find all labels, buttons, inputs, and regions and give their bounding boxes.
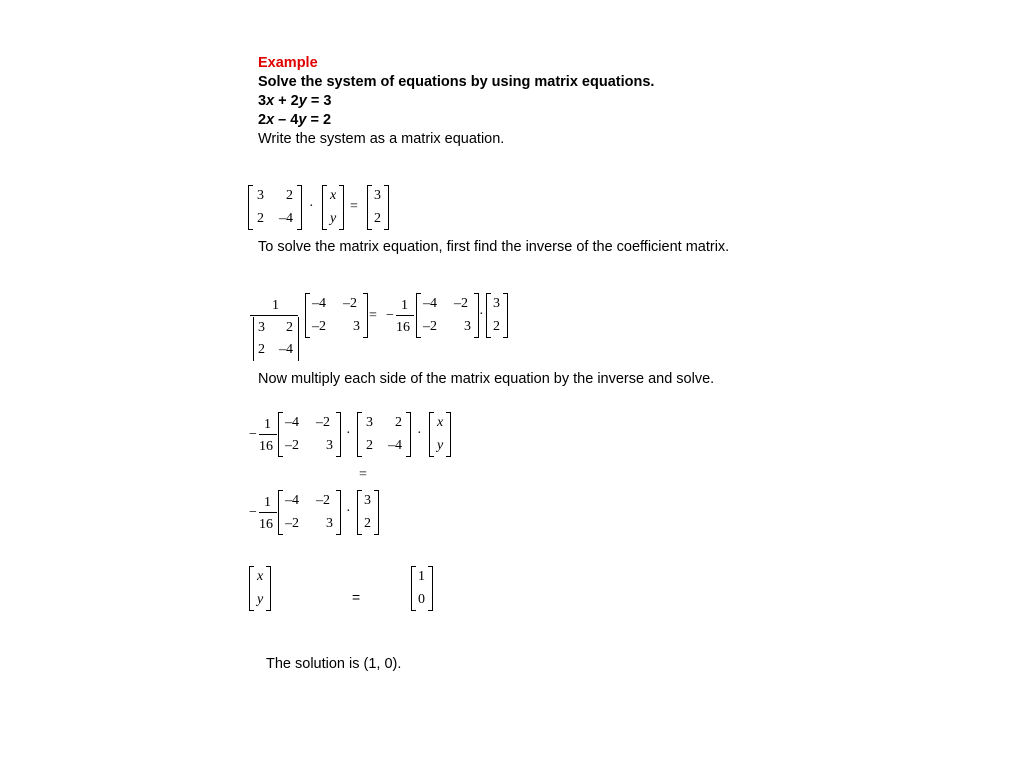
- eq1-x: x: [266, 93, 275, 109]
- adj2-d: 3: [464, 319, 471, 334]
- det-c: 2: [258, 342, 265, 357]
- eq2-coef: 2: [258, 112, 267, 128]
- const-1: 3: [374, 188, 381, 203]
- coef-c: 2: [257, 211, 264, 226]
- middle-equals: [359, 467, 371, 483]
- coef-b: 2: [286, 188, 293, 203]
- equals-symbol: =: [350, 199, 358, 214]
- adj1-d: 3: [353, 319, 360, 334]
- const4-2: 2: [364, 516, 371, 531]
- example-heading: Example: [258, 55, 318, 71]
- coef3-a: 3: [366, 415, 373, 430]
- adj3-c: –2: [285, 438, 299, 453]
- solution-matrix: [411, 566, 433, 611]
- det-d: –4: [279, 342, 293, 357]
- dot-symbol: ·: [309, 199, 314, 214]
- adj2-a: –4: [423, 296, 437, 311]
- solution-y: 0: [418, 592, 425, 607]
- adj2-b: –2: [454, 296, 468, 311]
- equals-symbol-3: =: [359, 467, 367, 482]
- constant-matrix: [367, 185, 389, 230]
- equation-2: [258, 111, 331, 130]
- dot-symbol-2: ·: [479, 307, 484, 322]
- coefficient-matrix-3: [357, 412, 411, 457]
- scalar4-bar: [259, 512, 277, 513]
- left-side-product: [249, 412, 459, 457]
- conclusion-text: The solution is (1, 0).: [266, 656, 402, 672]
- determinant: [253, 317, 299, 361]
- step1-text: Write the system as a matrix equation.: [258, 131, 505, 147]
- scalar3-numerator: 1: [264, 417, 271, 432]
- const-2: 2: [374, 211, 381, 226]
- matrix-equation: [248, 185, 398, 230]
- problem-instruction: Solve the system of equations by using matrix equations.: [258, 74, 655, 90]
- scalar4-numerator: 1: [264, 495, 271, 510]
- variable-matrix: [322, 185, 344, 230]
- coef3-d: –4: [388, 438, 402, 453]
- adj3-a: –4: [285, 415, 299, 430]
- fraction-bar: [250, 315, 298, 316]
- adj1-b: –2: [343, 296, 357, 311]
- const4-1: 3: [364, 493, 371, 508]
- eq1-y: y: [298, 93, 307, 109]
- scalar-denominator: 16: [396, 320, 410, 335]
- constant-matrix-2: [486, 293, 508, 338]
- coefficient-matrix: [248, 185, 302, 230]
- adj1-a: –4: [312, 296, 326, 311]
- coef3-b: 2: [395, 415, 402, 430]
- det-b: 2: [286, 320, 293, 335]
- adj2-c: –2: [423, 319, 437, 334]
- var3-x: x: [437, 415, 444, 430]
- adj4-a: –4: [285, 493, 299, 508]
- varf-y: y: [257, 592, 264, 607]
- coef-d: –4: [279, 211, 293, 226]
- eq2-op: – 4: [274, 112, 299, 128]
- coef-a: 3: [257, 188, 264, 203]
- variable-matrix-3: [429, 412, 451, 457]
- step3-text: Now multiply each side of the matrix equation by the inverse and solve.: [258, 371, 715, 387]
- solution-equation: [249, 566, 435, 611]
- step2-text: To solve the matrix equation, first find the inverse of the coefficient matrix.: [258, 239, 730, 255]
- adjugate-matrix-2: [416, 293, 479, 338]
- scalar4-denominator: 16: [259, 517, 273, 532]
- var-x: x: [330, 188, 337, 203]
- right-side-product: [249, 490, 385, 535]
- const2-1: 3: [493, 296, 500, 311]
- scalar3-bar: [259, 434, 277, 435]
- adj3-d: 3: [326, 438, 333, 453]
- eq1-rhs: = 3: [306, 93, 332, 109]
- eq2-y: y: [298, 112, 307, 128]
- adj3-b: –2: [316, 415, 330, 430]
- scalar3-denominator: 16: [259, 439, 273, 454]
- minus-sign-3: −: [249, 427, 257, 442]
- const2-2: 2: [493, 319, 500, 334]
- eq1-coef: 3: [258, 93, 267, 109]
- minus-sign-4: −: [249, 505, 257, 520]
- variable-matrix-final: [249, 566, 271, 611]
- equals-symbol-2: =: [369, 308, 377, 323]
- adj4-c: –2: [285, 516, 299, 531]
- minus-sign: −: [386, 308, 394, 323]
- adj1-c: –2: [312, 319, 326, 334]
- varf-x: x: [257, 569, 264, 584]
- adjugate-matrix-3: [278, 412, 341, 457]
- var3-y: y: [437, 438, 444, 453]
- inverse-computation: [250, 293, 512, 361]
- dot-symbol-5: ·: [346, 504, 351, 519]
- dot-symbol-3: ·: [346, 426, 351, 441]
- coef3-c: 2: [366, 438, 373, 453]
- dot-symbol-4: ·: [417, 426, 422, 441]
- adj4-b: –2: [316, 493, 330, 508]
- adj4-d: 3: [326, 516, 333, 531]
- scalar-bar: [396, 315, 414, 316]
- det-a: 3: [258, 320, 265, 335]
- eq2-rhs: = 2: [306, 112, 332, 128]
- equation-1: [258, 92, 331, 111]
- scalar-numerator: 1: [401, 298, 408, 313]
- constant-matrix-4: [357, 490, 379, 535]
- eq1-op: + 2: [274, 93, 299, 109]
- solution-x: 1: [418, 569, 425, 584]
- eq2-x: x: [266, 112, 275, 128]
- var-y: y: [330, 211, 337, 226]
- adjugate-matrix-4: [278, 490, 341, 535]
- fraction-numerator: 1: [272, 298, 279, 313]
- adjugate-matrix-1: [305, 293, 368, 338]
- equals-symbol-final: =: [352, 589, 361, 605]
